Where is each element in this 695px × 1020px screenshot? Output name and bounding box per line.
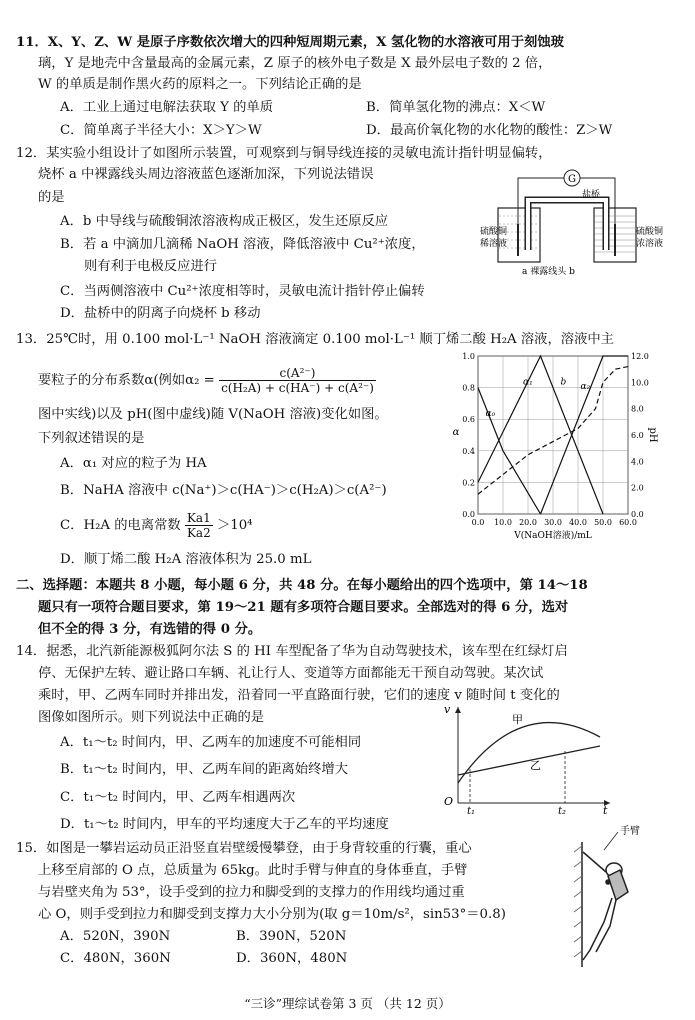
q15-line4: 心 O，则手受到拉力和脚受到支撑力大小分别为(取 g＝10m/s²，sin53°＝0.8): [38, 907, 506, 922]
q11-line3: W 的单质是制作黑火药的原料之一。下列结论正确的是: [38, 77, 362, 92]
q13-line2-text: 要粒子的分布系数α(例如α₂ =: [38, 373, 215, 388]
q15-option-b: B．390N，520N: [236, 929, 347, 944]
q13-option-c: [60, 508, 253, 544]
arm-label: 手臂: [620, 826, 640, 837]
q13-option-c-text: C．H₂A 的电离常数: [60, 518, 181, 533]
q13-chart: [448, 348, 663, 544]
q12-option-c: C．当两侧溶液中 Cu²⁺浓度相等时，灵敏电流计指针停止偏转: [60, 284, 425, 299]
curve-label: α₀: [485, 409, 496, 420]
q15-option-d: D．360N，480N: [236, 951, 348, 966]
q14-line4: 图像如图所示。则下列说法中正确的是: [38, 710, 265, 725]
x-tick-label: 10.0: [494, 518, 512, 527]
left-solution-label1: 硫酸铜: [480, 227, 508, 237]
section2-line3: 但不全的得 3 分，有选错的得 0 分。: [38, 622, 262, 637]
ka-fraction-den: Ka2: [186, 526, 211, 540]
x-tick-label: 40.0: [569, 518, 587, 527]
y-right-tick-label: 0.0: [631, 510, 644, 519]
alpha-fraction: [219, 366, 376, 395]
q14-option-a: A．t₁～t₂ 时间内，甲、乙两车的加速度不可能相同: [60, 735, 362, 750]
ka-fraction-num: Ka1: [186, 511, 211, 525]
climber: [583, 852, 628, 960]
y-left-tick-label: 1.0: [462, 352, 475, 361]
section2-line1: 二、选择题：本题共 8 小题，每小题 6 分，共 48 分。在每小题给出的四个选项中，第 14～18: [16, 578, 588, 593]
yi-label: 乙: [530, 759, 541, 772]
right-solution-label2: 浓溶液: [636, 239, 664, 249]
q14-line1: 14．据悉，北汽新能源极狐阿尔法 S 的 HI 车型配备了华为自动驾驶技术，该车型在红绿灯启: [16, 644, 568, 659]
q13-option-b: B．NaHA 溶液中 c(Na⁺)＞c(HA⁻)＞c(H₂A)＞c(A²⁻): [60, 483, 387, 498]
alpha-fraction-num: c(A²⁻): [219, 366, 376, 381]
curve-label: α₁: [523, 377, 533, 388]
x-tick-label: 60.0: [619, 518, 637, 527]
q14-option-d: D．t₁～t₂ 时间内，甲车的平均速度大于乙车的平均速度: [60, 817, 389, 832]
cell-bottom-label: a 裸露线头 b: [522, 267, 575, 277]
x-tick-label: 30.0: [544, 518, 562, 527]
y-right-tick-label: 4.0: [631, 457, 644, 467]
q15-line3: 与岩壁夹角为 53°，设手受到的拉力和脚受到的支撑力的作用线均通过重: [38, 885, 465, 900]
y-left-tick-label: 0.2: [462, 478, 475, 488]
q13-option-d: D．顺丁烯二酸 H₂A 溶液体积为 25.0 mL: [60, 552, 312, 567]
q12-line1: 12．某实验小组设计了如图所示装置，可观察到与铜导线连接的灵敏电流计指针明显偏转，: [16, 146, 552, 161]
section2-line2: 题只有一项符合题目要求，第 19～21 题有多项符合题目要求。全部选对的得 6 分，选对: [38, 600, 569, 615]
q11-option-c: C．简单离子半径大小：X＞Y＞W: [60, 123, 262, 138]
right-solution-label1: 硫酸铜: [636, 227, 664, 237]
curve-jia: [458, 723, 600, 783]
q11-line1: 11．X、Y、Z、W 是原子序数依次增大的四种短周期元素，X 氢化物的水溶液可用于刻蚀玻: [16, 35, 564, 50]
y-right-tick-label: 12.0: [631, 352, 649, 361]
y-right-tick-label: 6.0: [631, 431, 644, 440]
q15-option-a: A．520N，390N: [60, 929, 171, 944]
q15-line1: 15．如图是一攀岩运动员正沿竖直岩壁缓慢攀登，由于身背较重的行囊，重心: [16, 841, 472, 856]
q12-option-d: D．盐桥中的阴离子向烧杯 b 移动: [60, 306, 261, 321]
q14-option-b: B．t₁～t₂ 时间内，甲、乙两车间的距离始终增大: [60, 762, 348, 777]
curve-label: b: [560, 377, 567, 388]
q13-line4: 下列叙述错误的是: [38, 431, 145, 446]
jia-label: 甲: [512, 713, 523, 726]
x-axis-label: V(NaOH溶液)/mL: [514, 531, 592, 541]
page-footer: “三诊”理综试卷第 3 页 （共 12 页）: [244, 996, 451, 1011]
y-left-tick-label: 0.4: [462, 446, 475, 456]
q13-line3: 图中实线)以及 pH(图中虚线)随 V(NaOH 溶液)变化如图。: [38, 407, 388, 422]
q14-line3: 乘时，甲、乙两车同时并排出发，沿着同一平直路面行驶，它们的速度 v 随时间 t 变化的: [38, 688, 560, 703]
q12-line2: 烧杯 a 中裸露线头周边溶液蓝色逐渐加深，下列说法错误: [38, 167, 374, 182]
galvanometer-label: G: [568, 174, 576, 185]
galvanometer: [564, 170, 580, 186]
y-left-tick-label: 0.0: [462, 510, 475, 519]
left-solution-label2: 稀溶液: [480, 239, 508, 249]
q14-line2: 停、无保护左转、避让路口车辆、礼让行人、变道等方面都能无干预自动驾驶。某次试: [38, 666, 544, 681]
q15-line2: 上移至肩部的 O 点，总质量为 65kg。此时手臂与伸直的身体垂直，手臂: [38, 863, 468, 878]
v-axis-label: v: [444, 703, 451, 716]
q13-option-a: A．α₁ 对应的粒子为 HA: [60, 456, 207, 471]
x-tick-label: 20.0: [519, 518, 537, 527]
x-tick-label: 0.0: [471, 518, 485, 527]
q14-option-c: C．t₁～t₂ 时间内，甲、乙两车相遇两次: [60, 790, 296, 805]
curve-label: α₂: [580, 382, 591, 393]
origin-label: O: [444, 795, 454, 808]
x-tick-label: 50.0: [594, 518, 612, 527]
y-left-axis-label: α: [452, 427, 460, 438]
y-right-axis-label: pH: [647, 427, 658, 443]
q13-line2: [38, 363, 376, 399]
series-line-alpha: [541, 356, 629, 514]
q11-option-d: D．最高价氧化物的水化物的酸性：Z＞W: [366, 123, 613, 138]
q15-option-c: C．480N，360N: [60, 951, 171, 966]
q11-option-b: B．简单氢化物的沸点：X＜W: [366, 100, 546, 115]
salt-bridge-label: 盐桥: [582, 190, 601, 200]
t2-label: t₂: [558, 806, 567, 815]
line-yi: [458, 746, 600, 775]
q12-option-b2: 则有利于电极反应进行: [84, 259, 217, 274]
q13-line1: 13．25℃时，用 0.100 mol·L⁻¹ NaOH 溶液滴定 0.100 mol·L⁻¹ 顺丁烯二酸 H₂A 溶液，溶液中主: [16, 332, 614, 347]
alpha-fraction-den: c(H₂A) + c(HA⁻) + c(A²⁻): [221, 381, 374, 395]
y-left-tick-label: 0.8: [462, 383, 475, 393]
y-right-tick-label: 2.0: [631, 483, 644, 493]
q12-cell-figure: [480, 164, 665, 279]
q14-vt-figure: [440, 703, 615, 815]
ka-fraction: [185, 511, 213, 540]
q15-climber-figure: [568, 822, 668, 972]
y-right-tick-label: 8.0: [631, 404, 644, 414]
q11-line2: 璃，Y 是地壳中含量最高的金属元素，Z 原子的核外电子数是 X 最外层电子数的 2 倍，: [38, 56, 552, 71]
q12-line3: 的是: [38, 190, 65, 205]
y-left-tick-label: 0.6: [462, 415, 475, 425]
y-right-tick-label: 10.0: [631, 378, 649, 388]
t-axis-label: t: [603, 804, 608, 815]
q12-option-a: A．b 中导线与硫酸铜浓溶液构成正极区，发生还原反应: [60, 214, 389, 229]
t1-label: t₁: [467, 806, 476, 815]
q13-option-c-post: ＞10⁴: [216, 518, 253, 533]
q12-option-b1: B．若 a 中滴加几滴稀 NaOH 溶液，降低溶液中 Cu²⁺浓度，: [60, 237, 425, 252]
q11-option-a: A．工业上通过电解法获取 Y 的单质: [60, 100, 273, 115]
